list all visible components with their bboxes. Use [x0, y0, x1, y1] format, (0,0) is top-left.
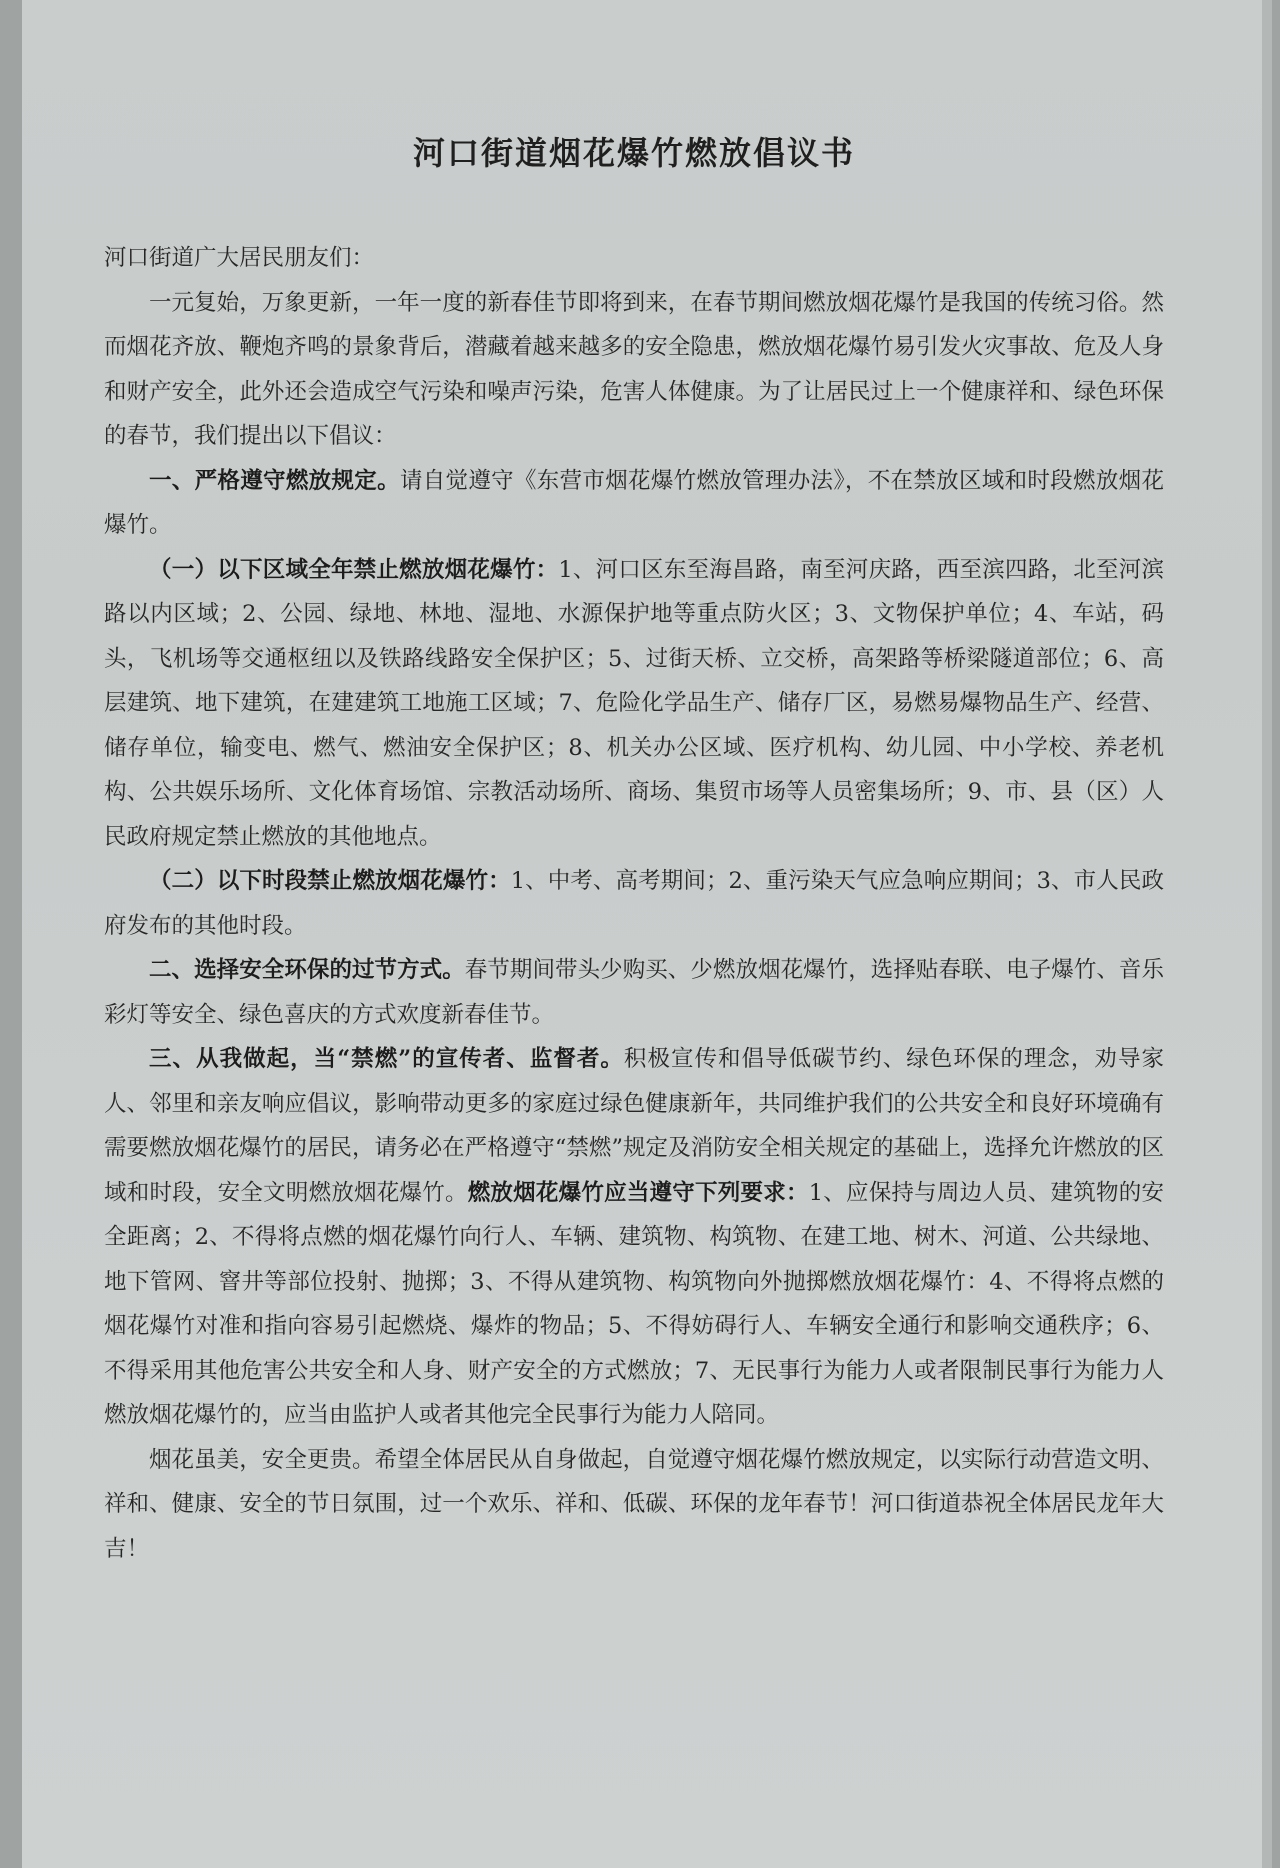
document-title: 河口街道烟花爆竹燃放倡议书 — [412, 134, 855, 172]
section-1-text: 请自觉遵守《东营市烟花爆竹燃放管理办法》，不在禁放区域和时段燃放烟花爆竹。 — [104, 467, 1164, 538]
page-edge — [1262, 0, 1272, 1868]
subsection-2-heading: （二）以下时段禁止燃放烟花爆竹： — [149, 868, 511, 894]
greeting: 河口街道广大居民朋友们： — [104, 245, 375, 271]
subsection-1-heading: （一）以下区域全年禁止燃放烟花爆竹： — [149, 556, 559, 583]
closing-paragraph: 烟花虽美，安全更贵。希望全体居民从自身做起，自觉遵守烟花爆竹燃放规定，以实际行动营造文明、祥和、健康、安全的节日氛围，过一个欢乐、祥和、低碳、环保的龙年春节！河口街道恭祝全体居民龙年大吉！ — [104, 1446, 1164, 1562]
section-1-heading: 一、严格遵守燃放规定。 — [149, 467, 400, 494]
paper-sheet — [22, 0, 1272, 1868]
section-3-heading: 三、从我做起，当“禁燃”的宣传者、监督者。 — [149, 1046, 624, 1072]
subsection-1-text: 1、河口区东至海昌路，南至河庆路，西至滨四路，北至河滨路以内区域；2、公园、绿地、林地、湿地、水源保护地等重点防火区；3、文物保护单位；4、车站，码头，飞机场等交通枢纽以及铁路线路安全保护区；5、过街天桥、立交桥，高架路等桥梁隧道部位；6、高层建筑、地下建筑，在建建筑工地施工区域；7、危险化学品生产、储存厂区，易燃易爆物品生产、经营、储存单位，输变电、燃气、燃油安全保护区；8、机关办公区域、医疗机构、幼儿园、中小学校、养老机构、公共娱乐场所、文化体育场馆、宗教活动场所、商场、集贸市场等人员密集场所；9、市、县（区）人民政府规定禁止燃放的其他地点。 — [104, 556, 1164, 850]
subsection-1-paragraph — [104, 548, 1164, 860]
section-2-text: 春节期间带头少购买、少燃放烟花爆竹，选择贴春联、电子爆竹、音乐彩灯等安全、绿色喜庆的方式欢度新春佳节。 — [104, 957, 1164, 1028]
requirements-text: 1、应保持与周边人员、建筑物的安全距离；2、不得将点燃的烟花爆竹向行人、车辆、建筑物、构筑物、在建工地、树木、河道、公共绿地、地下管网、窨井等部位投射、抛掷；3、不得从建筑物、构筑物向外抛掷燃放烟花爆竹：4、不得将点燃的烟花爆竹对准和指向容易引起燃烧、爆炸的物品；5、不得妨碍行人、车辆安全通行和影响交通秩序；6、不得采用其他危害公共安全和人身、财产安全的方式燃放；7、无民事行为能力人或者限制民事行为能力人燃放烟花爆竹的，应当由监护人或者其他完全民事行为能力人陪同。 — [104, 1179, 1164, 1428]
intro-paragraph: 一元复始，万象更新，一年一度的新春佳节即将到来，在春节期间燃放烟花爆竹是我国的传统习俗。然而烟花齐放、鞭炮齐鸣的景象背后，潜藏着越来越多的安全隐患，燃放烟花爆竹易引发火灾事故、危及人身和财产安全，此外还会造成空气污染和噪声污染，危害人体健康。为了让居民过上一个健康祥和、绿色环保的春节，我们提出以下倡议： — [104, 289, 1164, 449]
section-2-heading: 二、选择安全环保的过节方式。 — [149, 957, 465, 983]
subsection-2-paragraph — [104, 859, 1164, 948]
section-2-paragraph — [104, 948, 1164, 1037]
section-1-paragraph — [104, 459, 1164, 548]
section-3-text: 积极宣传和倡导低碳节约、绿色环保的理念，劝导家人、邻里和亲友响应倡议，影响带动更多的家庭过绿色健康新年，共同维护我们的公共安全和良好环境确有需要燃放烟花爆竹的居民，请务必在严格遵守“禁燃”规定及消防安全相关规定的基础上，选择允许燃放的区域和时段，安全文明燃放烟花爆竹。 — [104, 1046, 1164, 1206]
document-body — [104, 236, 1164, 1571]
subsection-2-text: 1、中考、高考期间；2、重污染天气应急响应期间；3、市人民政府发布的其他时段。 — [104, 868, 1164, 939]
section-3-paragraph — [104, 1037, 1164, 1438]
requirements-heading: 燃放烟花爆竹应当遵守下列要求： — [467, 1179, 809, 1206]
